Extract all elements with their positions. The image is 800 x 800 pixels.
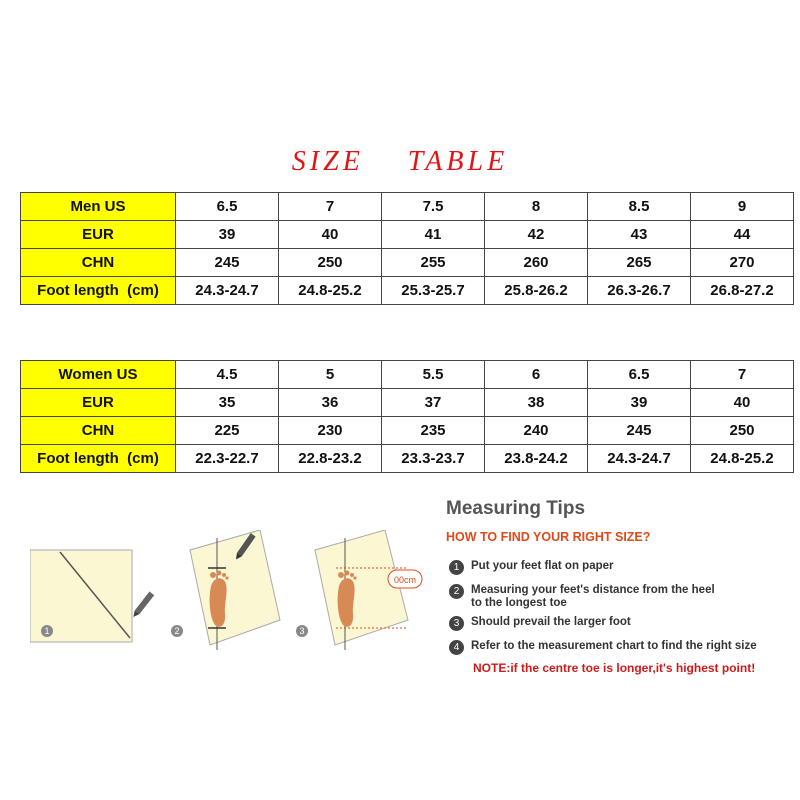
table-cell: 22.3-22.7 xyxy=(176,445,279,473)
table-cell: 270 xyxy=(691,249,794,277)
table-row xyxy=(21,221,794,249)
table-cell: 37 xyxy=(382,389,485,417)
table-cell: 23.3-23.7 xyxy=(382,445,485,473)
table-cell: 40 xyxy=(279,221,382,249)
table-cell: 7 xyxy=(279,193,382,221)
table-cell: 6.5 xyxy=(176,193,279,221)
table-cell: 245 xyxy=(588,417,691,445)
tip-text: Refer to the measurement chart to find the right size xyxy=(471,640,757,652)
table-cell: 39 xyxy=(588,389,691,417)
step-1-panel xyxy=(30,550,154,642)
step-number: 3 xyxy=(299,626,305,636)
table-cell: 39 xyxy=(176,221,279,249)
table-row xyxy=(21,361,794,389)
size-table-title: SIZE TABLE xyxy=(291,146,509,177)
table-cell: 240 xyxy=(485,417,588,445)
table-cell: 25.3-25.7 xyxy=(382,277,485,305)
step-number-badge: 4 xyxy=(449,640,464,655)
tip-step xyxy=(449,616,631,631)
table-cell: 43 xyxy=(588,221,691,249)
table-cell: 255 xyxy=(382,249,485,277)
table-cell: 38 xyxy=(485,389,588,417)
table-cell: 22.8-23.2 xyxy=(279,445,382,473)
table-cell: 9 xyxy=(691,193,794,221)
step-number-badge: 3 xyxy=(449,616,464,631)
table-cell: 8.5 xyxy=(588,193,691,221)
table-cell: 4.5 xyxy=(176,361,279,389)
tip-step xyxy=(449,640,757,655)
tip-text: Put your feet flat on paper xyxy=(471,560,614,572)
table-cell: 225 xyxy=(176,417,279,445)
paper-sheet xyxy=(190,530,280,645)
table-cell: 6.5 xyxy=(588,361,691,389)
table-cell: 7.5 xyxy=(382,193,485,221)
measure-tag xyxy=(388,570,422,588)
table-cell: 250 xyxy=(691,417,794,445)
row-header: EUR xyxy=(21,389,176,417)
table-cell: 235 xyxy=(382,417,485,445)
table-cell: 26.3-26.7 xyxy=(588,277,691,305)
row-header: Men US xyxy=(21,193,176,221)
row-header: Foot length (cm) xyxy=(21,445,176,473)
row-header: CHN xyxy=(21,249,176,277)
table-cell: 8 xyxy=(485,193,588,221)
table-cell: 25.8-26.2 xyxy=(485,277,588,305)
tip-text: Measuring your feet's distance from the heel to the longest toe xyxy=(471,584,715,609)
measuring-illustration xyxy=(30,530,430,660)
step-number-badge: 2 xyxy=(449,584,464,599)
table-cell: 245 xyxy=(176,249,279,277)
table-cell: 44 xyxy=(691,221,794,249)
measuring-tips-subtitle: HOW TO FIND YOUR RIGHT SIZE? xyxy=(446,530,651,544)
table-row xyxy=(21,445,794,473)
step-2-panel xyxy=(171,530,280,650)
table-cell: 24.3-24.7 xyxy=(176,277,279,305)
women-size-table xyxy=(20,360,794,473)
measuring-tips-title: Measuring Tips xyxy=(446,498,586,519)
row-header: Foot length (cm) xyxy=(21,277,176,305)
table-row xyxy=(21,417,794,445)
pencil-icon xyxy=(131,592,154,619)
men-size-table xyxy=(20,192,794,305)
table-cell: 36 xyxy=(279,389,382,417)
table-cell: 35 xyxy=(176,389,279,417)
step-3-panel xyxy=(296,530,422,650)
tip-step xyxy=(449,560,614,575)
row-header: EUR xyxy=(21,221,176,249)
table-cell: 230 xyxy=(279,417,382,445)
table-cell: 26.8-27.2 xyxy=(691,277,794,305)
step-number: 2 xyxy=(174,626,180,636)
table-cell: 41 xyxy=(382,221,485,249)
table-cell: 265 xyxy=(588,249,691,277)
tip-step xyxy=(449,584,715,610)
table-row xyxy=(21,277,794,305)
table-row xyxy=(21,389,794,417)
step-number: 1 xyxy=(44,626,50,636)
step-number-badge: 1 xyxy=(449,560,464,575)
measure-label: 00cm xyxy=(393,575,417,585)
table-cell: 250 xyxy=(279,249,382,277)
table-cell: 260 xyxy=(485,249,588,277)
table-cell: 5 xyxy=(279,361,382,389)
table-cell: 23.8-24.2 xyxy=(485,445,588,473)
row-header: CHN xyxy=(21,417,176,445)
table-cell: 24.8-25.2 xyxy=(691,445,794,473)
table-row xyxy=(21,249,794,277)
tip-text: Should prevail the larger foot xyxy=(471,616,631,628)
table-cell: 6 xyxy=(485,361,588,389)
table-cell: 24.3-24.7 xyxy=(588,445,691,473)
table-cell: 24.8-25.2 xyxy=(279,277,382,305)
row-header: Women US xyxy=(21,361,176,389)
table-row xyxy=(21,193,794,221)
table-cell: 40 xyxy=(691,389,794,417)
table-cell: 7 xyxy=(691,361,794,389)
table-cell: 42 xyxy=(485,221,588,249)
table-cell: 5.5 xyxy=(382,361,485,389)
tip-note: NOTE:if the centre toe is longer,it's highest point! xyxy=(473,661,756,675)
